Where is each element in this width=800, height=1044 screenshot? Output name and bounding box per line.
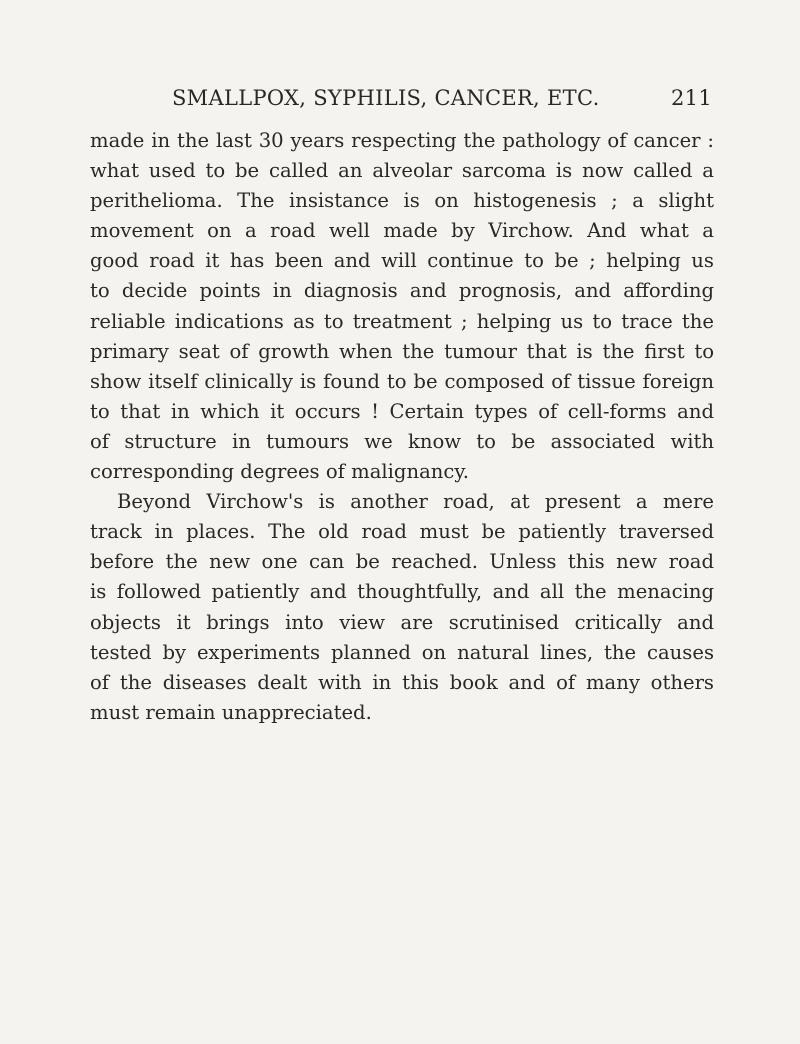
- page-number: 211: [671, 86, 712, 110]
- text-line: of the diseases dealt with in this book and of many others: [90, 670, 714, 694]
- text-line: tested by experiments planned on natural lines, the causes: [90, 640, 714, 664]
- text-line: must remain unappreciated.: [90, 700, 372, 724]
- text-line: made in the last 30 years respecting the pathology of cancer :: [90, 129, 714, 152]
- text-line: reliable indications as to treatment ; helping us to trace the: [90, 309, 714, 333]
- text-line: what used to be called an alveolar sarcoma is now called a: [90, 159, 714, 183]
- running-title: SMALLPOX, SYPHILIS, CANCER, ETC.: [172, 86, 600, 110]
- text-line: to that in which it occurs ! Certain types of cell-forms and: [90, 399, 714, 423]
- paragraph-2: [90, 487, 714, 728]
- text-line: Beyond Virchow's is another road, at present a mere: [117, 490, 714, 514]
- text-line: track in places. The old road must be patiently traversed: [90, 520, 714, 544]
- text-line: corresponding degrees of malignancy.: [90, 460, 470, 484]
- text-line: objects it brings into view are scrutinised critically and: [90, 610, 714, 634]
- text-line: to decide points in diagnosis and prognosis, and affording: [90, 279, 714, 303]
- body-text: [90, 126, 714, 728]
- text-line: is followed patiently and thoughtfully, and all the menacing: [90, 580, 714, 604]
- running-head: [172, 86, 712, 110]
- paragraph-1: [90, 126, 714, 487]
- text-line: good road it has been and will continue to be ; helping us: [90, 249, 714, 273]
- text-line: movement on a road well made by Virchow. And what a: [90, 219, 714, 243]
- text-line: of structure in tumours we know to be associated with: [90, 429, 714, 453]
- text-line: show itself clinically is found to be composed of tissue foreign: [90, 369, 714, 393]
- text-line: primary seat of growth when the tumour that is the first to: [90, 339, 714, 363]
- text-line: perithelioma. The insistance is on histogenesis ; a slight: [90, 189, 714, 213]
- text-line: before the new one can be reached. Unless this new road: [90, 550, 714, 574]
